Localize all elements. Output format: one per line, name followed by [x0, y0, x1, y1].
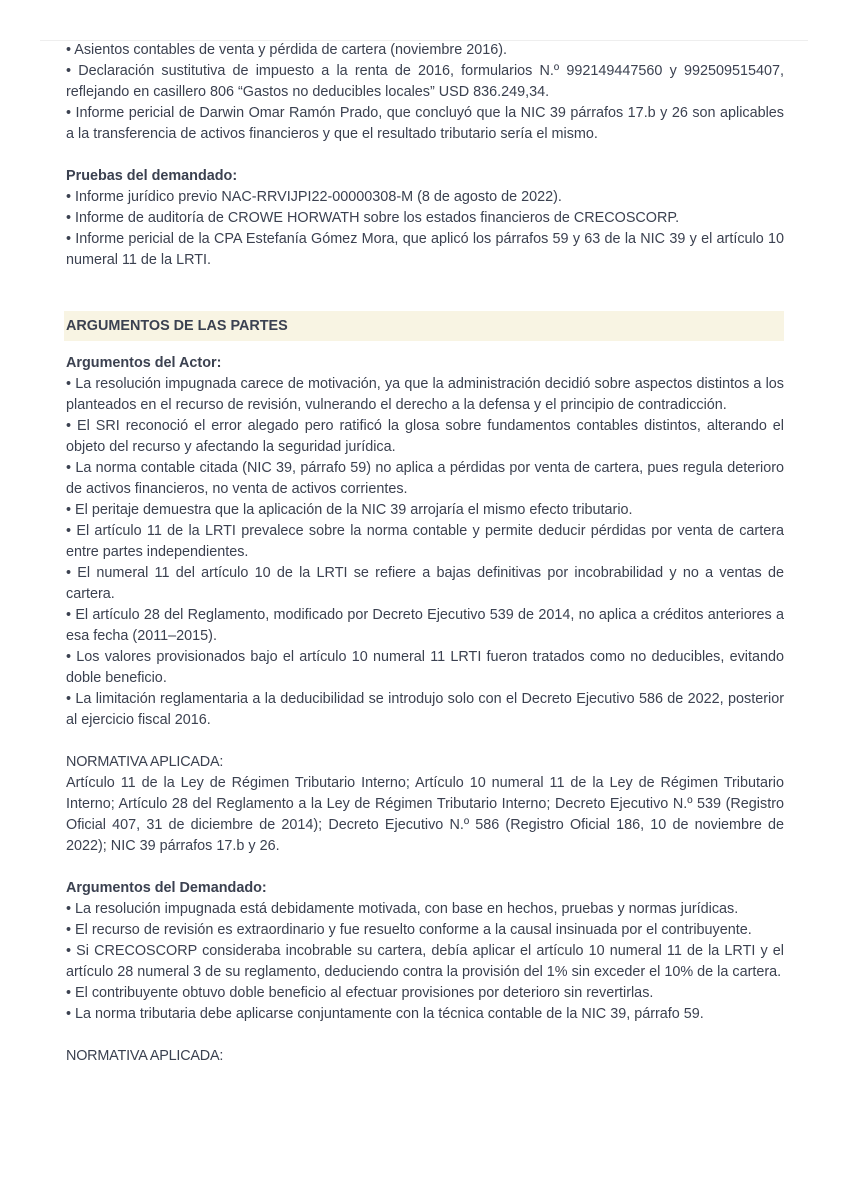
actor-argument-item: • El artículo 11 de la LRTI prevalece sobre la norma contable y permite deducir pérdidas por venta de cartera entre partes independientes. — [66, 523, 784, 560]
defendant-argument-item: • El contribuyente obtuvo doble beneficio al efectuar provisiones por deterioro sin revertirlas. — [66, 985, 654, 1001]
document-content — [66, 40, 784, 1067]
evidence-defendant-item: • Informe de auditoría de CROWE HORWATH sobre los estados financieros de CRECOSCORP. — [66, 210, 680, 226]
actor-argument-item: • El artículo 28 del Reglamento, modificado por Decreto Ejecutivo 539 de 2014, no aplica a créditos anteriores a esa fecha (2011–2015). — [66, 607, 784, 644]
actor-norm-text: Artículo 11 de la Ley de Régimen Tributario Interno; Artículo 10 numeral 11 de la Ley de Régimen Tributario Interno; Artículo 28 del Reglamento a la Ley de Régimen Tributario Interno; Decreto Ejecutivo N.º 539 (Registro Oficial 407, 31 de diciembre de 2014); Decreto Ejecutivo N.º 586 (Registro Oficial 186, 10 de noviembre de 2022); NIC 39 párrafos 17.b y 26. — [66, 775, 784, 854]
actor-argument-item: • La norma contable citada (NIC 39, párrafo 59) no aplica a pérdidas por venta de cartera, pues regula deterioro de activos financieros, no venta de activos corrientes. — [66, 460, 784, 497]
evidence-actor-item: • Declaración sustitutiva de impuesto a la renta de 2016, formularios N.º 992149447560 y 992509515407, reflejando en casillero 806 “Gastos no deducibles locales” USD 836.249,34. — [66, 63, 784, 100]
evidence-defendant-item: • Informe jurídico previo NAC-RRVIJPI22-00000308-M (8 de agosto de 2022). — [66, 189, 562, 205]
actor-argument-item: • El peritaje demuestra que la aplicación de la NIC 39 arrojaría el mismo efecto tributario. — [66, 502, 633, 518]
defendant-argument-item: • La resolución impugnada está debidamente motivada, con base en hechos, pruebas y normas jurídicas. — [66, 901, 739, 917]
evidence-actor-item: • Asientos contables de venta y pérdida de cartera (noviembre 2016). — [66, 42, 508, 58]
defendant-argument-item: • La norma tributaria debe aplicarse conjuntamente con la técnica contable de la NIC 39, párrafo 59. — [66, 1006, 704, 1022]
actor-norm-title: NORMATIVA APLICADA: — [66, 754, 224, 770]
actor-argument-item: • La limitación reglamentaria a la deducibilidad se introdujo solo con el Decreto Ejecutivo 586 de 2022, posterior al ejercicio fiscal 2016. — [66, 691, 784, 728]
defendant-argument-item: • Si CRECOSCORP consideraba incobrable su cartera, debía aplicar el artículo 10 numeral 11 de la LRTI y el artículo 28 numeral 3 de su reglamento, deduciendo contra la provisión del 1% sin exceder el 10% de la cartera. — [66, 943, 784, 980]
defendant-argument-item: • El recurso de revisión es extraordinario y fue resuelto conforme a la causal insinuada por el contribuyente. — [66, 922, 752, 938]
section-title-band — [64, 311, 784, 341]
actor-arguments-heading: Argumentos del Actor: — [66, 355, 222, 371]
actor-argument-item: • Los valores provisionados bajo el artículo 10 numeral 11 LRTI fueron tratados como no deducibles, evitando doble beneficio. — [66, 649, 784, 686]
evidence-actor-item: • Informe pericial de Darwin Omar Ramón Prado, que concluyó que la NIC 39 párrafos 17.b y 26 son aplicables a la transferencia de activos financieros y que el resultado tributario sería el mismo. — [66, 105, 784, 142]
actor-argument-item: • La resolución impugnada carece de motivación, ya que la administración decidió sobre aspectos distintos a los planteados en el recurso de revisión, vulnerando el derecho a la defensa y el principio de contradicción. — [66, 376, 784, 413]
evidence-defendant-item: • Informe pericial de la CPA Estefanía Gómez Mora, que aplicó los párrafos 59 y 63 de la NIC 39 y el artículo 10 numeral 11 de la LRTI. — [66, 231, 784, 268]
actor-argument-item: • El numeral 11 del artículo 10 de la LRTI se refiere a bajas definitivas por incobrabilidad y no a ventas de cartera. — [66, 565, 784, 602]
section-title: ARGUMENTOS DE LAS PARTES — [66, 318, 288, 334]
evidence-defendant-heading: Pruebas del demandado: — [66, 168, 238, 184]
actor-argument-item: • El SRI reconoció el error alegado pero ratificó la glosa sobre fundamentos contables distintos, alterando el objeto del recurso y afectando la seguridad jurídica. — [66, 418, 784, 455]
defendant-arguments-heading: Argumentos del Demandado: — [66, 880, 267, 896]
defendant-norm-title: NORMATIVA APLICADA: — [66, 1048, 224, 1064]
